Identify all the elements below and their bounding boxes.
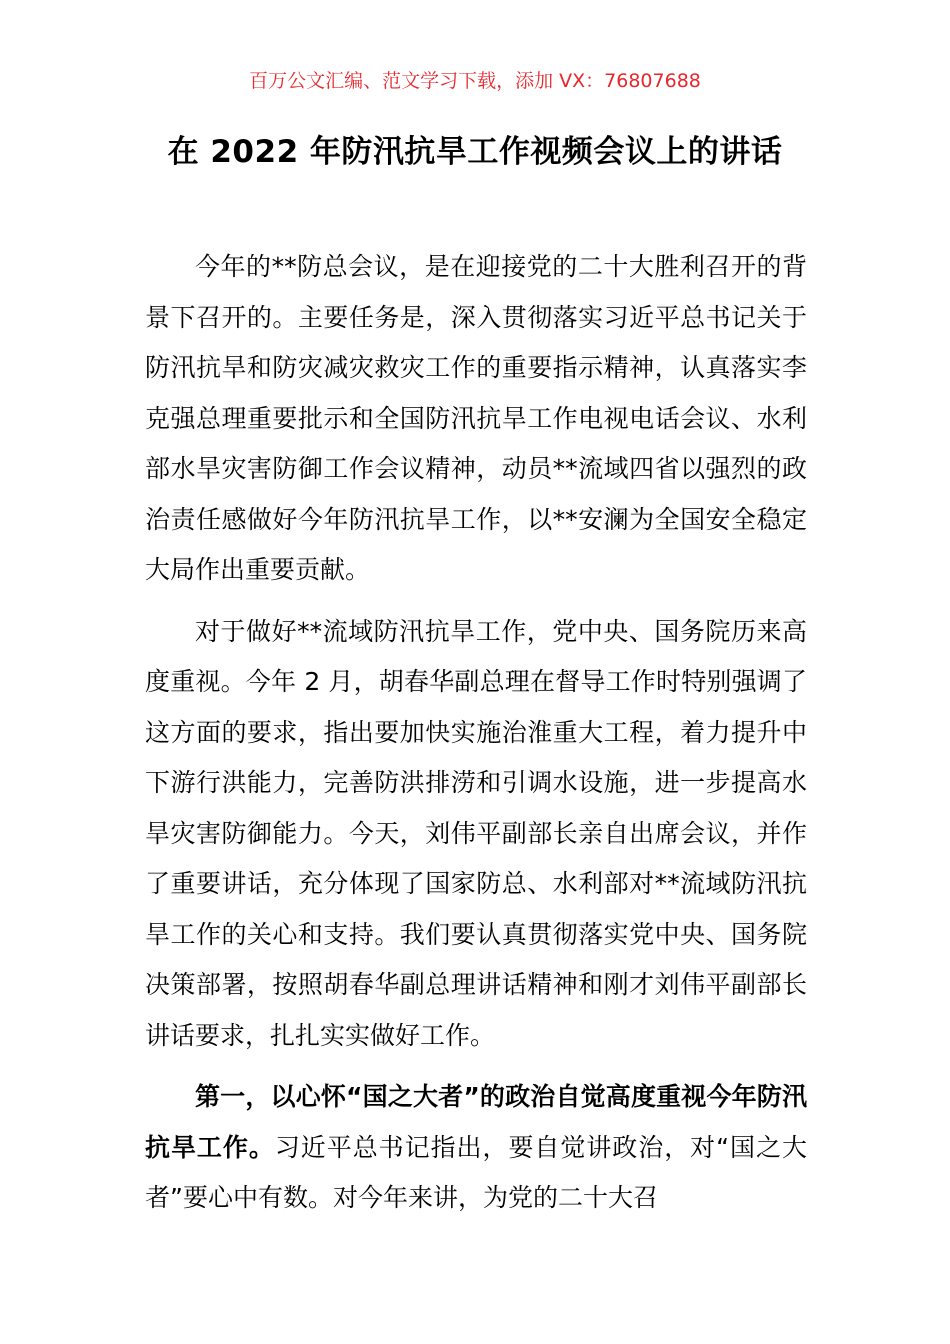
document-body <box>145 242 807 1235</box>
body-paragraph-2: 对于做好**流域防汛抗旱工作，党中央、国务院历来高度重视。今年 2 月，胡春华副总理在督导工作时特别强调了这方面的要求，指出要加快实施治淮重大工程，着力提升中下游行洪能力，完善防洪排涝和引调水设施，进一步提高水旱灾害防御能力。今天，刘伟平副部长亲自出席会议，并作了重要讲话，充分体现了国家防总、水利部对**流域防汛抗旱工作的关心和支持。我们要认真贯彻落实党中央、国务院决策部署，按照胡春华副总理讲话精神和刚才刘伟平副部长讲话要求，扎扎实实做好工作。 <box>145 616 807 1050</box>
body-paragraph-1: 今年的**防总会议，是在迎接党的二十大胜利召开的背景下召开的。主要任务是，深入贯彻落实习近平总书记关于防汛抗旱和防灾减灾救灾工作的重要指示精神，认真落实李克强总理重要批示和全国防汛抗旱工作电视电话会议、水利部水旱灾害防御工作会议精神，动员**流域四省以强烈的政治责任感做好今年防汛抗旱工作，以**安澜为全国安全稳定大局作出重要贡献。 <box>145 252 807 584</box>
body-paragraph-3 <box>145 1072 807 1224</box>
document-title: 在 2022 年防汛抗旱工作视频会议上的讲话 <box>167 134 783 170</box>
header-promo-note: 百万公文汇编、范文学习下载，添加 VX：76807688 <box>249 70 701 92</box>
section-heading-first: 第一，以心怀“国之大者”的政治自觉高度重视今年防汛抗旱工作。 <box>145 1082 807 1162</box>
body-paragraph-3-text: 习近平总书记指出，要自觉讲政治，对“国之大者”要心中有数。对今年来讲，为党的二十大召 <box>145 1132 807 1212</box>
